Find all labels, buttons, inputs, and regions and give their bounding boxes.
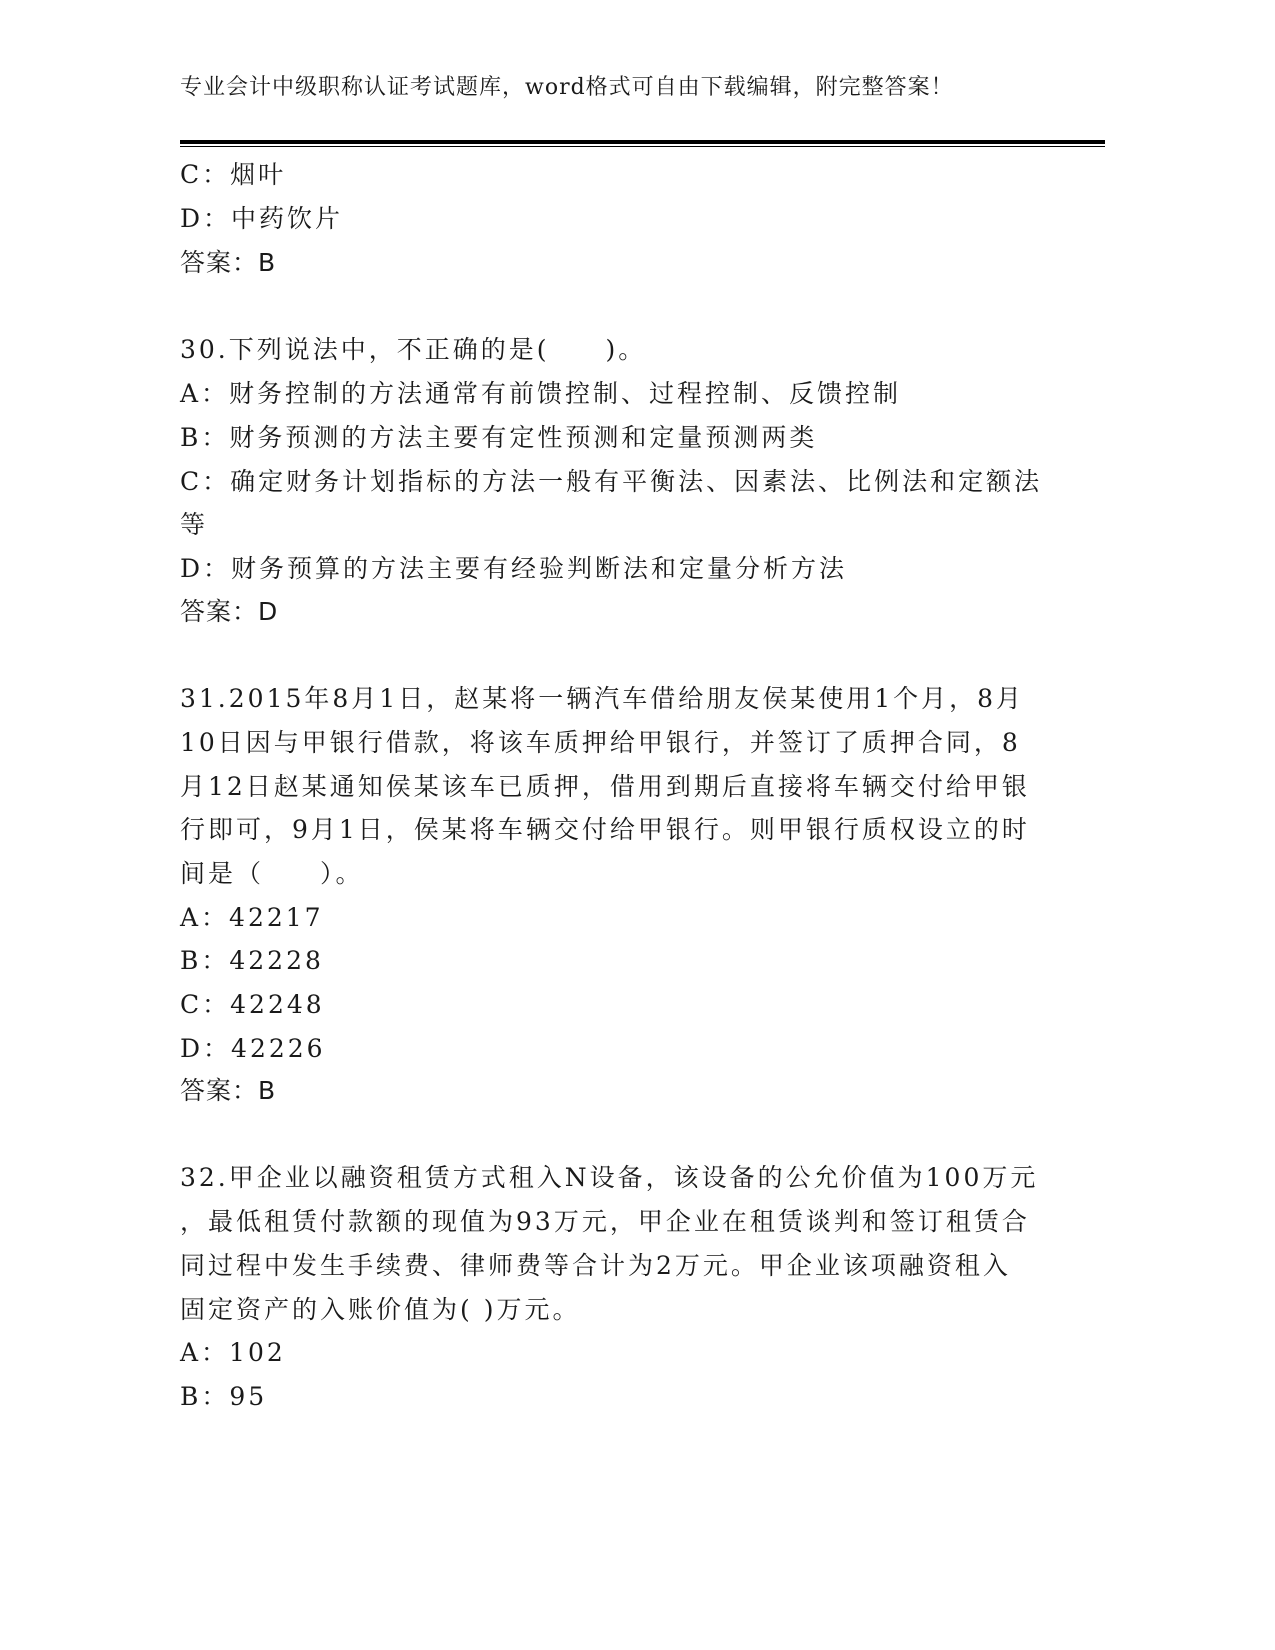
question-30-option-b: B：财务预测的方法主要有定性预测和定量预测两类 (180, 423, 818, 452)
question-30-option-c: C：确定财务计划指标的方法一般有平衡法、因素法、比例法和定额法 (180, 467, 1043, 496)
question-30-answer: 答案：D (180, 597, 279, 626)
answer: 答案：B (180, 248, 277, 277)
question-32-stem-line: 固定资产的入账价值为( )万元。 (180, 1295, 581, 1324)
question-30-stem: 30.下列说法中，不正确的是( )。 (180, 335, 647, 364)
question-32-option-b: B：95 (180, 1382, 268, 1411)
question-30-option-c-continued: 等 (180, 510, 209, 539)
page-header: 专业会计中级职称认证考试题库，word格式可自由下载编辑，附完整答案！ (180, 75, 954, 100)
question-32-option-a: A：102 (180, 1338, 286, 1367)
question-31-stem-line: 10日因与甲银行借款，将该车质押给甲银行，并签订了质押合同，8 (180, 728, 1021, 757)
question-30-option-d: D：财务预算的方法主要有经验判断法和定量分析方法 (180, 554, 848, 583)
question-31-answer: 答案：B (180, 1076, 277, 1105)
question-31-option-d: D：42226 (180, 1034, 326, 1063)
question-31-stem-line: 行即可，9月1日，侯某将车辆交付给甲银行。则甲银行质权设立的时 (180, 815, 1030, 844)
question-31-stem-line: 月12日赵某通知侯某该车已质押，借用到期后直接将车辆交付给甲银 (180, 772, 1030, 801)
question-32-stem-line: 32.甲企业以融资租赁方式租入N设备，该设备的公允价值为100万元 (180, 1163, 1039, 1192)
question-31-option-a: A：42217 (180, 903, 324, 932)
option-d: D：中药饮片 (180, 204, 344, 233)
question-31-stem-line: 31.2015年8月1日，赵某将一辆汽车借给朋友侯某使用1个月，8月 (180, 684, 1025, 713)
question-31-option-c: C：42248 (180, 990, 325, 1019)
question-32-stem-line: ，最低租赁付款额的现值为93万元，甲企业在租赁谈判和签订租赁合 (180, 1207, 1030, 1236)
header-divider (180, 140, 1105, 147)
question-31-stem-line: 间是（ ）。 (180, 859, 364, 888)
question-31-option-b: B：42228 (180, 946, 324, 975)
option-c: C：烟叶 (180, 160, 287, 189)
question-32-stem-line: 同过程中发生手续费、律师费等合计为2万元。甲企业该项融资租入 (180, 1251, 1011, 1280)
question-30-option-a: A：财务控制的方法通常有前馈控制、过程控制、反馈控制 (180, 379, 902, 408)
